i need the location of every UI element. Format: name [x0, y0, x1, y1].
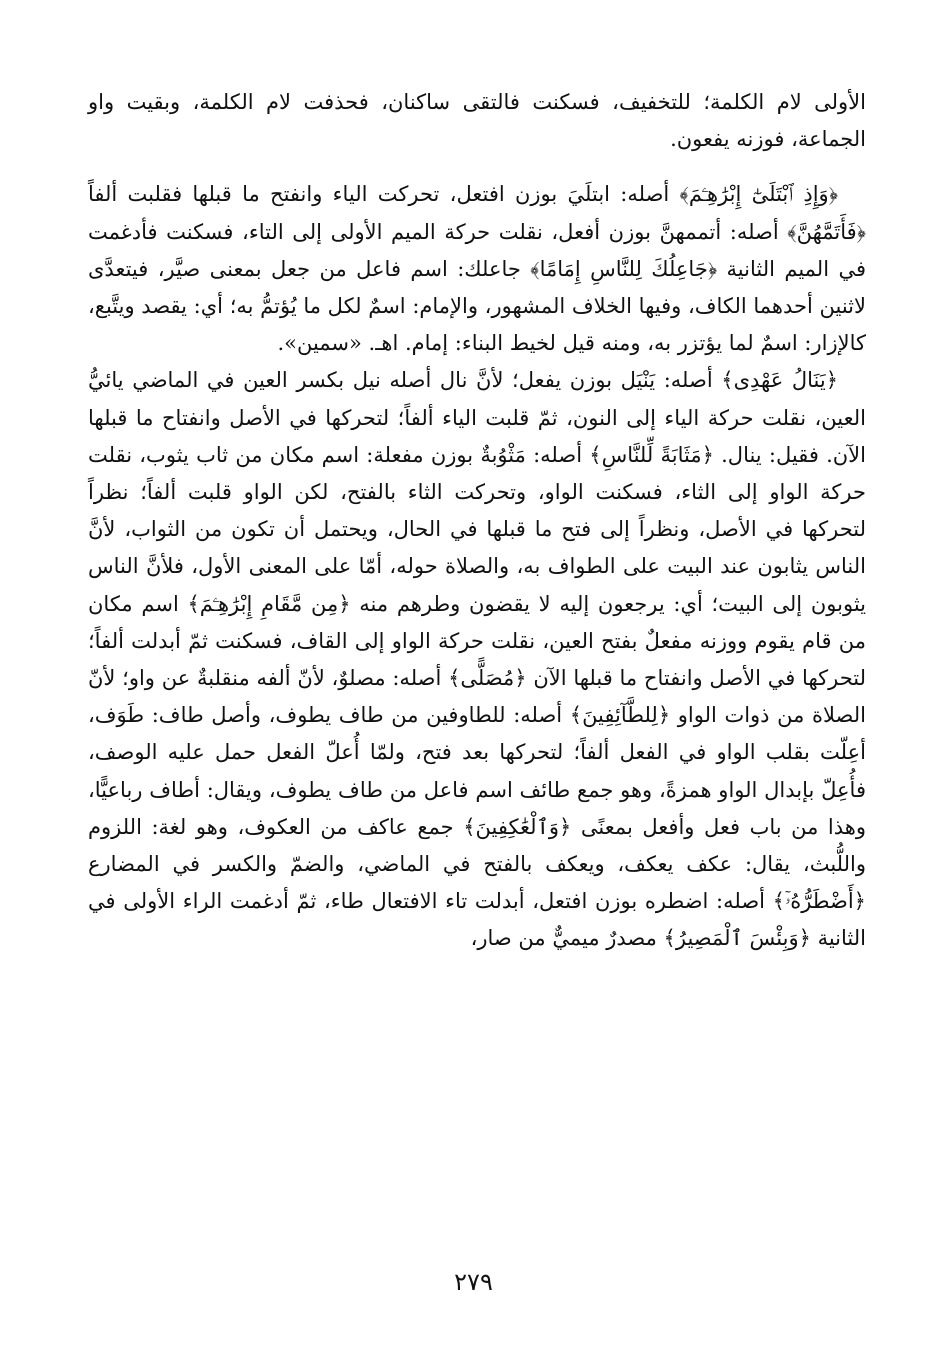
page-body — [88, 84, 866, 958]
paragraph-yanalu: ﴿يَنَالُ عَهْدِى﴾ أصله: يَنْيَل بوزن يفعل؛ لأنَّ نال أصله نيل بكسر العين في الماضي يائيُّ العين، نقلت حركة الياء إلى النون، ثمّ قلبت الياء ألفاً؛ لتحركها في الأصل وانفتاح ما قبلها الآن. فقيل: ينال. ﴿مَثَابَةً لِّلنَّاسِ﴾ أصله: مَثْوُبةٌ بوزن مفعلة: اسم مكان من ثاب يثوب، نقلت حركة الواو إلى الثاء، فسكنت الواو، وتحركت الثاء بالفتح، لكن الواو قلبت ألفاً؛ نظراً لتحركها في الأصل، ونظراً إلى فتح ما قبلها في الحال، ويحتمل أن تكون من الثواب، لأنَّ الناس يثابون عند البيت على الطواف به، والصلاة حوله، أمّا على المعنى الأول، فلأنَّ الناس يثوبون إلى البيت؛ أي: يرجعون إليه لا يقضون وطرهم منه ﴿مِن مَّقَامِ إِبْرَٰهِـۧمَ﴾ اسم مكان من قام يقوم ووزنه مفعلٌ بفتح العين، نقلت حركة الواو إلى القاف، فسكنت ثمّ أبدلت ألفاً؛ لتحركها في الأصل وانفتاح ما قبلها الآن ﴿مُصَلًّى﴾ أصله: مصلوٌ، لأنّ ألفه منقلبةٌ عن واو؛ لأنّ الصلاة من ذوات الواو ﴿لِلطَّآئِفِينَ﴾ أصله: للطاوفين من طاف يطوف، وأصل طاف: طَوَف، أعِلّت بقلب الواو في الفعل ألفاً؛ لتحركها بعد فتح، ولمّا أُعلّ الفعل حمل عليه الوصف، فأُعِلّ بإبدال الواو همزةً، وهو جمع طائف اسم فاعل من طاف يطوف، ويقال: أطاف رباعيًّا، وهذا من باب فعل وأفعل بمعنًى ﴿وَٱلْعَٰكِفِينَ﴾ جمع عاكف من العكوف، وهو لغة: اللزوم واللُّبث، يقال: عكف يعكف، ويعكف بالفتح في الماضي، والضمّ والكسر في المضارع ﴿أَضْطَرُّهُۥٓ﴾ أصله: اضطره بوزن افتعل، أبدلت تاء الافتعال طاء، ثمّ أدغمت الراء الأولى في الثانية ﴿وَبِئْسَ ٱلْمَصِيرُ﴾ مصدرٌ ميميٌّ من صار، — [88, 368, 866, 951]
paragraph-continuation: الأولى لام الكلمة؛ للتخفيف، فسكنت فالتقى ساكنان، فحذفت لام الكلمة، وبقيت واو الجماعة، فوزنه يفعون. — [88, 90, 866, 152]
paragraph-ibtala: ﴿وَإِذِ ٱبْتَلَىٰٓ إِبْرَٰهِـۧمَ﴾ أصله: ابتلَيَ بوزن افتعل، تحركت الياء وانفتح ما قبلها فقلبت ألفاً ﴿فَأَتَمَّهُنَّ﴾ أصله: أتممهنَّ بوزن أفعل، نقلت حركة الميم الأولى إلى التاء، فسكنت فأدغمت في الميم الثانية ﴿جَاعِلُكَ لِلنَّاسِ إِمَامًا﴾ جاعلك: اسم فاعل من جعل بمعنى صيَّر، فيتعدَّى لاثنين أحدهما الكاف، وفيها الخلاف المشهور، والإمام: اسمٌ لكل ما يُؤتمُّ به؛ أي: يقصد ويتَّبع، كالإزار: اسمٌ لما يؤتزر به، ومنه قيل لخيط البناء: إمام. اهـ. «سمين». — [88, 182, 866, 356]
page-number: ٢٧٩ — [454, 1268, 493, 1296]
